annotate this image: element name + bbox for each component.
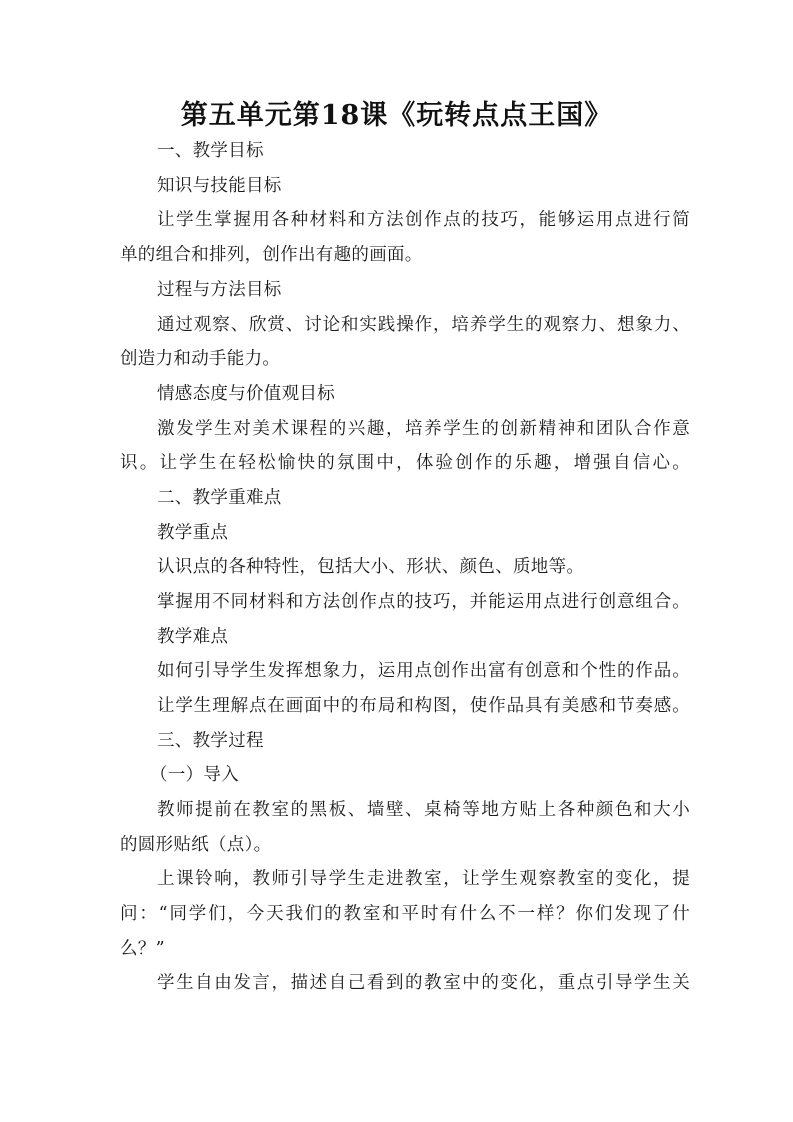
paragraph-line: 么？” [120,939,165,959]
paragraph-line: 激发学生对美术课程的兴趣，培养学生的创新精神和团队合作意 [157,419,690,439]
subheading-teaching-focus: 教学重点 [157,523,229,543]
paragraph-line: 学生自由发言，描述自己看到的教室中的变化，重点引导学生关 [157,973,690,993]
paragraph-line: 的圆形贴纸（点）。 [120,835,272,855]
paragraph-line: 如何引导学生发挥想象力，运用点创作出富有创意和个性的作品。 [157,661,690,681]
paragraph-line: 让学生理解点在画面中的布局和构图，使作品具有美感和节奏感。 [157,696,690,716]
section-heading-process: 三、教学过程 [157,731,264,751]
paragraph-line: 认识点的各种特性，包括大小、形状、颜色、质地等。 [157,557,585,577]
paragraph-line: 通过观察、欣赏、讨论和实践操作，培养学生的观察力、想象力、 [157,315,690,335]
document-title: 第五单元第18课《玩转点点王国》 [180,100,613,131]
paragraph-line: 创造力和动手能力。 [120,349,281,369]
subheading-teaching-difficulty: 教学难点 [157,627,229,647]
paragraph-line: 让学生掌握用各种材料和方法创作点的技巧，能够运用点进行简 [157,210,690,230]
section-heading-objectives: 一、教学目标 [157,141,264,161]
paragraph-line: 教师提前在教室的黑板、墙壁、桌椅等地方贴上各种颜色和大小 [157,800,690,820]
paragraph-line: 掌握用不同材料和方法创作点的技巧，并能运用点进行创意组合。 [157,592,690,612]
paragraph-line: 单的组合和排列，创作出有趣的画面。 [120,245,423,265]
subheading-attitude-values: 情感态度与价值观目标 [157,384,335,404]
subheading-knowledge-skills: 知识与技能目标 [157,176,282,196]
subheading-introduction: （一）导入 [150,765,239,785]
paragraph-line: 上课铃响，教师引导学生走进教室，让学生观察教室的变化，提 [157,869,690,889]
paragraph-line: 问：“同学们，今天我们的教室和平时有什么不一样？你们发现了什 [120,904,690,924]
section-heading-key-points: 二、教学重难点 [157,488,282,508]
subheading-process-method: 过程与方法目标 [157,280,282,300]
paragraph-line: 识。让学生在轻松愉快的氛围中，体验创作的乐趣，增强自信心。 [120,453,690,473]
